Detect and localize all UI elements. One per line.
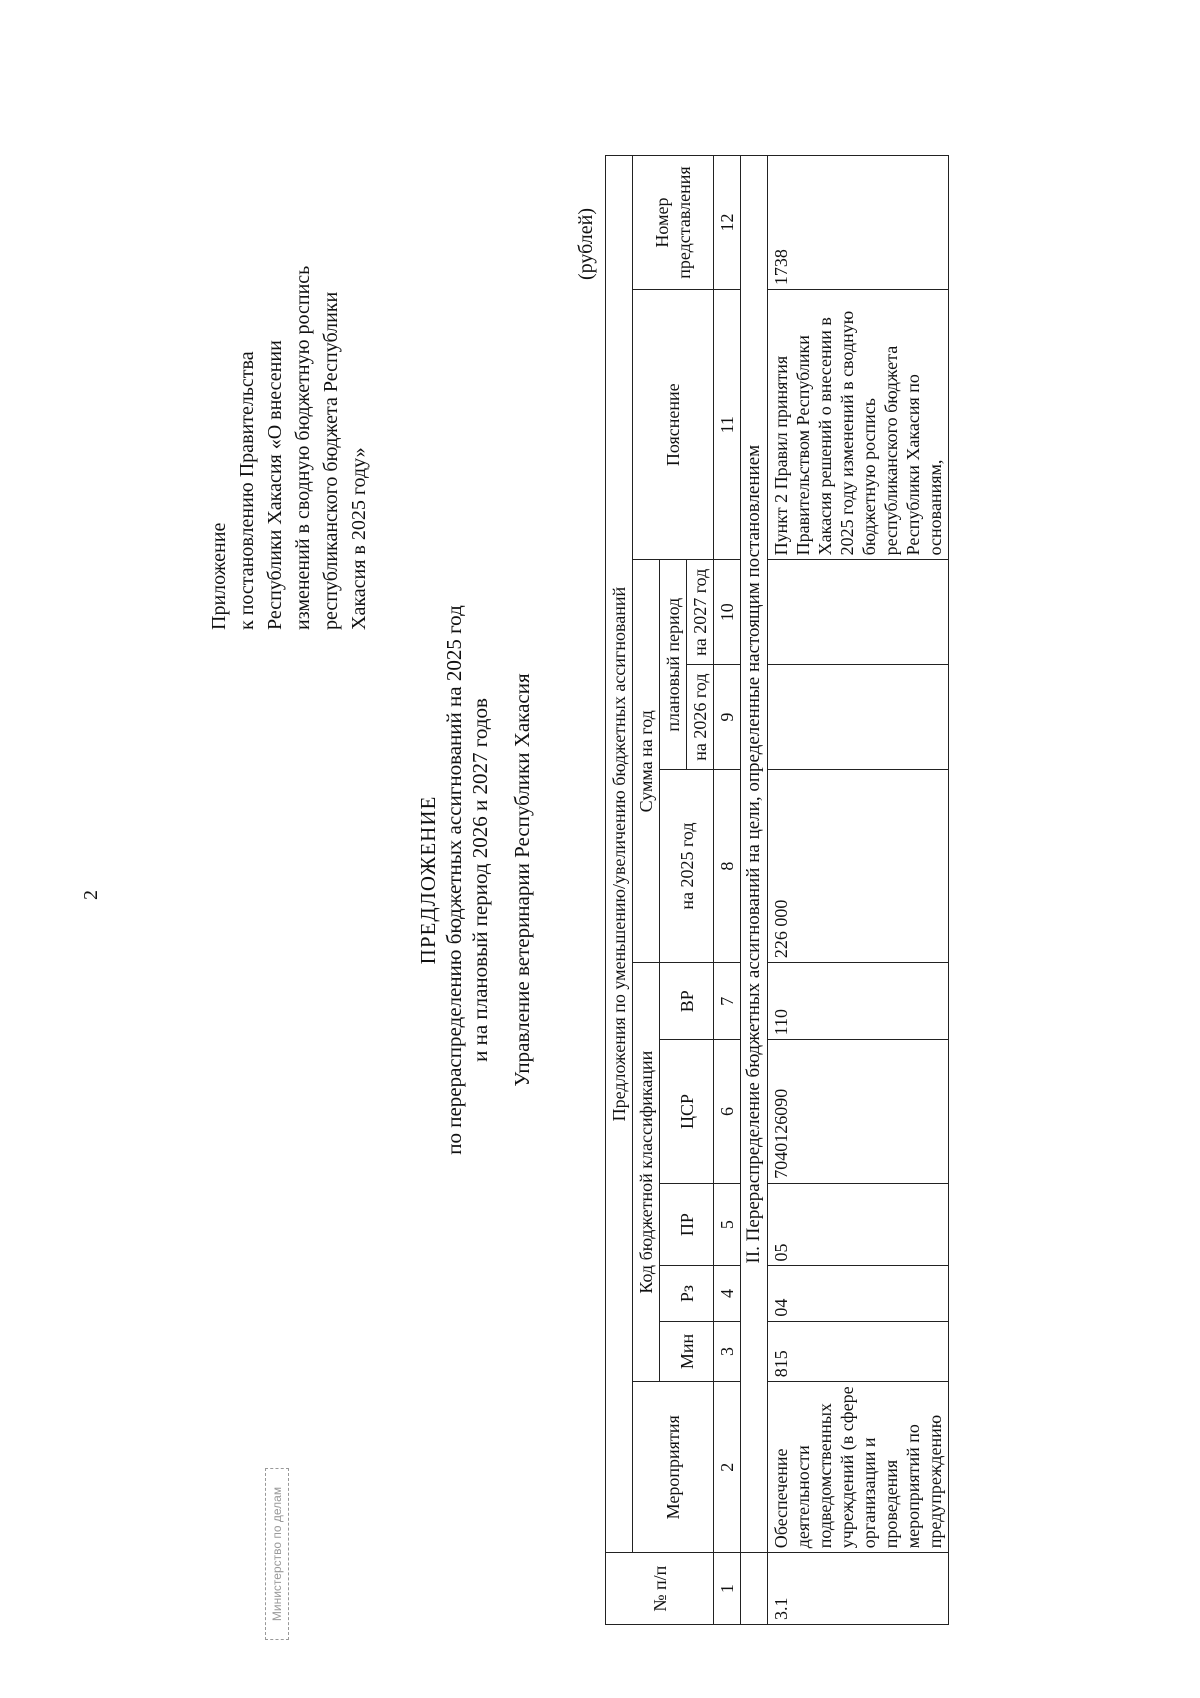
col-number: 2: [714, 1382, 741, 1553]
header-vr: ВР: [660, 963, 714, 1040]
header-csr: ЦСР: [660, 1040, 714, 1183]
header-group: Предложения по уменьшению/увеличению бюджетных ассигнований: [606, 156, 633, 1553]
row-csr: 7040126090: [768, 1040, 949, 1183]
budget-table: [605, 155, 949, 1625]
appendix-line: Республики Хакасия «О внесении: [264, 340, 286, 630]
appendix-line: республиканского бюджета Республики: [320, 291, 342, 630]
col-number: 11: [714, 290, 741, 560]
stamp: Министерство по делам: [265, 1468, 289, 1640]
header-2026: на 2026 год: [687, 665, 714, 770]
row-2027: [768, 560, 949, 665]
appendix-line: Хакасия в 2025 году»: [348, 447, 370, 630]
row-pr: 05: [768, 1183, 949, 1266]
header-2025: на 2025 год: [660, 770, 714, 963]
row-explanation: Пункт 2 Правил принятия Правительством Республики Хакасия решений о внесении в 2025 году изменений в сводную бюджетную роспись республиканского бюджета Республики Хакасия по основаниям,: [768, 290, 949, 560]
table-row: [768, 156, 949, 1625]
header-rz: Рз: [660, 1266, 714, 1321]
header-min: Мин: [660, 1321, 714, 1382]
row-2026: [768, 665, 949, 770]
col-number: 10: [714, 560, 741, 665]
row-rz: 04: [768, 1266, 949, 1321]
col-number: 1: [714, 1553, 741, 1625]
units-label: (рублей): [575, 207, 597, 280]
document-page: [75, 120, 1105, 1660]
row-rep-num: 1738: [768, 156, 949, 290]
header-sum-group: Сумма на год: [633, 560, 660, 963]
page-number: 2: [80, 890, 102, 900]
section-title: II. Перераспределение бюджетных ассигнований на цели, определенные настоящим постановлением: [741, 156, 768, 1553]
header-code-group: Код бюджетной классификации: [633, 963, 660, 1382]
appendix-line: изменений в сводную бюджетную роспись: [292, 265, 314, 630]
col-number: 6: [714, 1040, 741, 1183]
document-title: [415, 380, 493, 1380]
organization-name: Управление ветеринарии Республики Хакасия: [510, 673, 534, 1087]
header-2027: на 2027 год: [687, 560, 714, 665]
row-2025: 226 000: [768, 770, 949, 963]
section-row: [741, 156, 768, 1625]
col-number: 7: [714, 963, 741, 1040]
col-number: 9: [714, 665, 741, 770]
appendix-block: [205, 160, 373, 630]
column-number-row: [714, 156, 741, 1625]
header-rep-num: Номер представления: [633, 156, 714, 290]
col-number: 3: [714, 1321, 741, 1382]
appendix-line: к постановлению Правительства: [236, 351, 258, 630]
appendix-line: Приложение: [208, 522, 230, 630]
col-number: 5: [714, 1183, 741, 1266]
col-number: 8: [714, 770, 741, 963]
title-line: и на плановый период 2026 и 2027 годов: [468, 698, 492, 1062]
row-num: 3.1: [768, 1553, 949, 1625]
col-number: 4: [714, 1266, 741, 1321]
header-plan-period: плановый период: [660, 560, 687, 770]
header-pr: ПР: [660, 1183, 714, 1266]
row-vr: 110: [768, 963, 949, 1040]
col-number: 12: [714, 156, 741, 290]
header-explanation: Пояснение: [633, 290, 714, 560]
header-activity: Мероприятия: [633, 1382, 714, 1553]
title-line: по перераспределению бюджетных ассигнований на 2025 год: [442, 605, 466, 1155]
row-min: 815: [768, 1321, 949, 1382]
title-main: ПРЕДЛОЖЕНИЕ: [416, 795, 440, 965]
row-activity: Обеспечение деятельности подведомственных учреждений (в сфере организации и проведения мероприятий по предупреждению: [768, 1382, 949, 1553]
header-num: № п/п: [606, 1553, 714, 1625]
